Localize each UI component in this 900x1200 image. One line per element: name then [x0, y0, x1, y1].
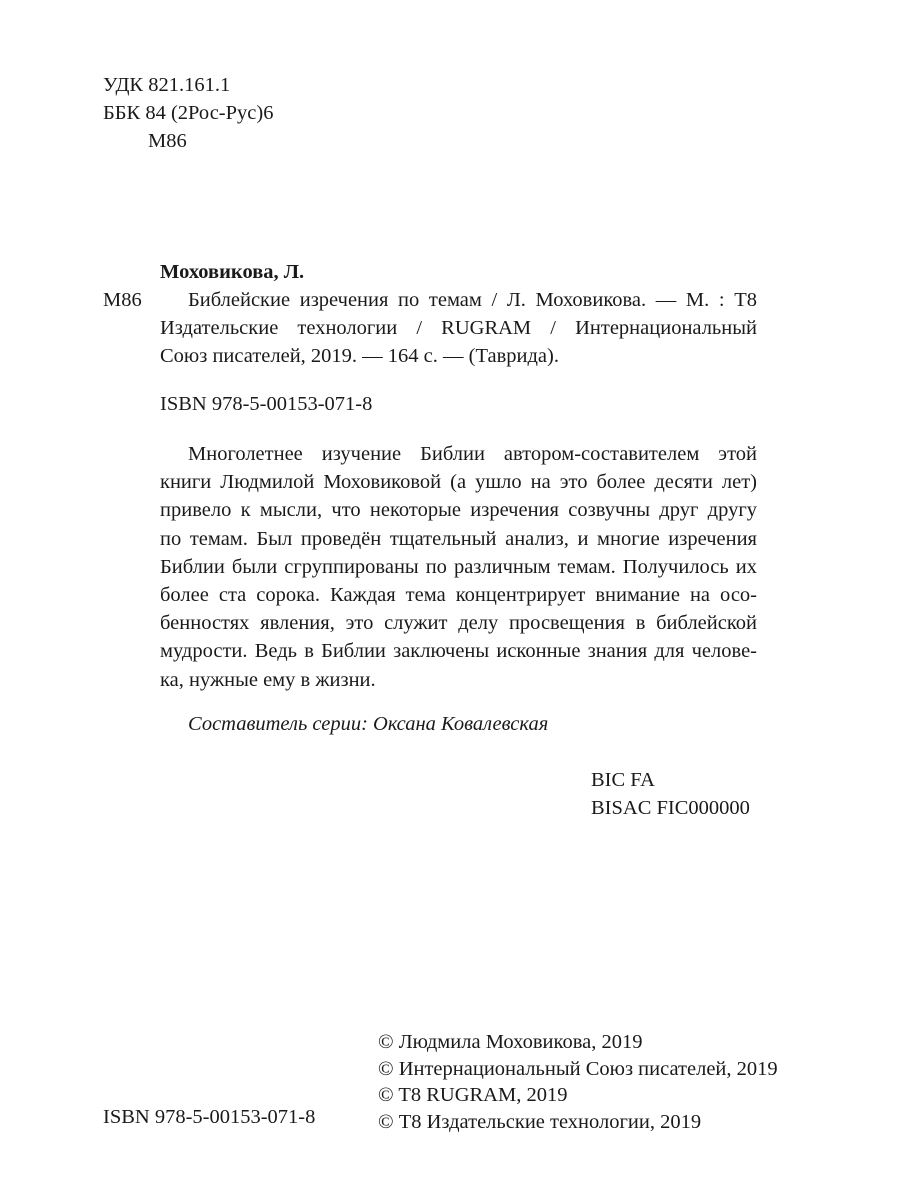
abstract-line: по темам. Был проведён тщательный анализ, и многие изречения: [160, 527, 757, 550]
copyright-line: © Интернациональный Союз писателей, 2019: [378, 1057, 778, 1080]
biblio-line: Союз писателей, 2019. — 164 с. — (Таврида).: [160, 345, 559, 367]
bisac-code: BISAC FIC000000: [591, 797, 750, 819]
abstract-line: мудрости. Ведь в Библии заключены исконные знания для челове-: [160, 640, 757, 663]
abstract-paragraph: [160, 440, 757, 694]
copyright-line: © Т8 Издательские технологии, 2019: [378, 1110, 702, 1133]
abstract-line: ка, нужные ему в жизни.: [160, 668, 376, 691]
author-sign-top: М86: [148, 130, 187, 152]
abstract-line: Библии были сгруппированы по различным темам. Получилось их: [160, 555, 757, 578]
abstract-line: книги Людмилой Моховиковой (а ушло на это более десяти лет): [160, 471, 757, 494]
isbn-bottom: ISBN 978-5-00153-071-8: [103, 1106, 316, 1128]
biblio-line: Издательские технологии / RUGRAM / Интернациональный: [160, 317, 757, 339]
bic-code: BIC FA: [591, 769, 655, 791]
abstract-line: привело к мысли, что некоторые изречения созвучны друг другу: [160, 499, 757, 522]
bbk-code: ББК 84 (2Рос-Рус)6: [103, 102, 274, 124]
copyright-block: [378, 1029, 778, 1135]
bibliographic-description: [160, 286, 757, 370]
abstract-line: Многолетнее изучение Библии автором-составителем этой: [188, 443, 757, 465]
abstract-line: более ста сорока. Каждая тема концентрирует внимание на осо-: [160, 583, 757, 606]
author-name: Моховикова, Л.: [160, 261, 305, 283]
isbn-main: ISBN 978-5-00153-071-8: [160, 393, 373, 415]
author-sign-left: М86: [103, 289, 142, 311]
biblio-line: Библейские изречения по темам / Л. Моховикова. — М. : Т8: [188, 289, 757, 311]
udk-code: УДК 821.161.1: [103, 74, 231, 96]
copyright-line: © T8 RUGRAM, 2019: [378, 1084, 568, 1106]
abstract-line: бенностях явления, это служит делу просвещения в библейской: [160, 612, 757, 635]
copyright-line: © Людмила Моховикова, 2019: [378, 1031, 643, 1053]
series-editor: Составитель серии: Оксана Ковалевская: [188, 713, 549, 735]
